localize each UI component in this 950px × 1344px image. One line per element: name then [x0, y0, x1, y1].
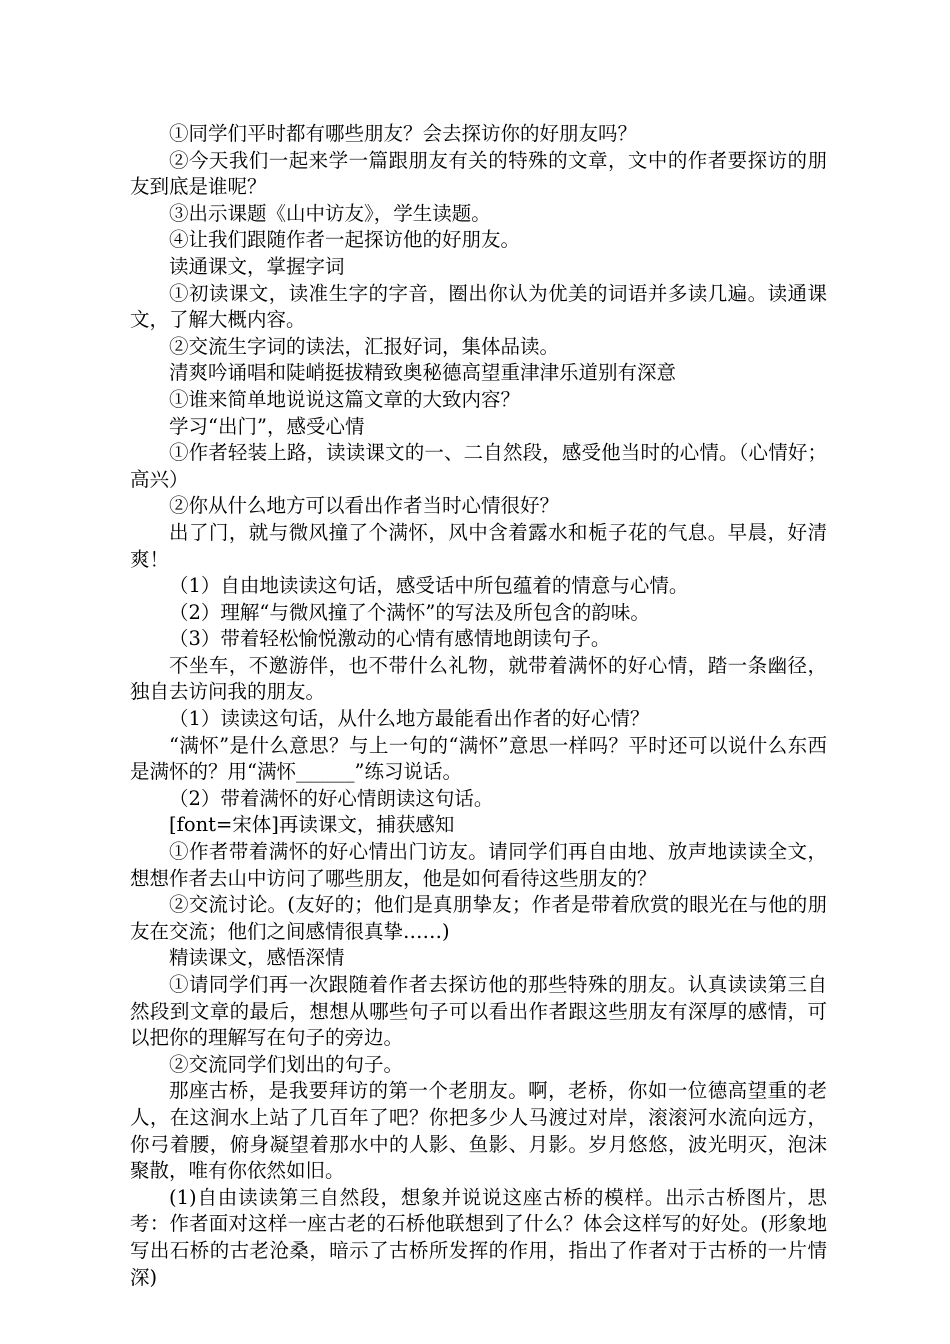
paragraph: （3）带着轻松愉悦激动的心情有感情地朗读句子。 [169, 627, 611, 651]
document-body [130, 121, 827, 1291]
paragraph: ④让我们跟随作者一起探访他的好朋友。 [169, 228, 521, 252]
paragraph: ②今天我们一起来学一篇跟朋友有关的特殊的文章，文中的作者要探访的朋友到底是谁呢？ [130, 148, 827, 199]
paragraph: ②交流讨论。(友好的；他们是真朋挚友；作者是带着欣赏的眼光在与他的朋友在交流；他们之间感情很真挚……) [130, 893, 827, 943]
paragraph: （2）理解“与微风撞了个满怀”的写法及所包含的韵味。 [169, 600, 650, 624]
paragraph: ①初读课文，读准生字的字音，圈出你认为优美的词语并多读几遍。读通课文，了解大概内容。 [130, 281, 827, 332]
paragraph: ①同学们平时都有哪些朋友？会去探访你的好朋友吗？ [169, 122, 638, 145]
section-heading: 读通课文，掌握字词 [169, 254, 345, 278]
paragraph: ③出示课题《山中访友》，学生读题。 [169, 201, 491, 225]
quoted-passage: 出了门，就与微风撞了个满怀，风中含着露水和栀子花的气息。早晨，好清爽！ [130, 520, 827, 571]
quoted-passage: 不坐车，不邀游伴，也不带什么礼物，就带着满怀的好心情，踏一条幽径，独自去访问我的朋友。 [130, 653, 827, 704]
paragraph: ①请同学们再一次跟随着作者去探访他的那些特殊的朋友。认真读读第三自然段到文章的最后，想想从哪些句子可以看出作者跟这些朋友有深厚的感情，可以把你的理解写在句子的旁边。 [130, 973, 827, 1050]
paragraph: ①谁来简单地说说这篇文章的大致内容？ [169, 387, 521, 411]
paragraph: ②你从什么地方可以看出作者当时心情很好？ [169, 494, 560, 518]
paragraph: ①作者轻装上路，读读课文的一、二自然段，感受他当时的心情。（心情好；高兴） [130, 441, 827, 491]
section-heading: 学习“出门”，感受心情 [169, 414, 365, 438]
paragraph: （1）自由地读读这句话，感受话中所包蕴着的情意与心情。 [169, 574, 689, 598]
paragraph: “满怀”是什么意思？与上一句的“满怀”意思一样吗？平时还可以说什么东西是满怀的？用“满怀______”练习说话。 [130, 733, 827, 784]
section-heading: [font=宋体]再读课文，捕获感知 [169, 813, 455, 837]
section-heading: 精读课文，感悟深情 [169, 946, 345, 970]
paragraph: （2）带着满怀的好心情朗读这句话。 [169, 786, 494, 810]
paragraph: ①作者带着满怀的好心情出门访友。请同学们再自由地、放声地读读全文，想想作者去山中访问了哪些朋友，他是如何看待这些朋友的？ [130, 840, 827, 890]
paragraph: （1）读读这句话，从什么地方最能看出作者的好心情？ [169, 707, 650, 731]
quoted-passage: 那座古桥，是我要拜访的第一个老朋友。啊，老桥，你如一位德高望重的老人，在这涧水上站了几百年了吧？你把多少人马渡过对岸，滚滚河水流向远方，你弓着腰，俯身凝望着那水中的人影、鱼影、月影。岁月悠悠，波光明灭，泡沫聚散，唯有你依然如旧。 [130, 1079, 827, 1183]
paragraph: ②交流同学们划出的句子。 [169, 1052, 404, 1076]
vocabulary-list: 清爽吟诵唱和陡峭挺拔精致奥秘德高望重津津乐道别有深意 [169, 361, 677, 385]
paragraph: (1)自由读读第三自然段，想象并说说这座古桥的模样。出示古桥图片，思考：作者面对这样一座古老的石桥他联想到了什么？体会这样写的好处。(形象地写出石桥的古老沧桑，暗示了古桥所发挥的作用，指出了作者对于古桥的一片情深) [130, 1185, 827, 1289]
paragraph: ②交流生字词的读法，汇报好词，集体品读。 [169, 334, 560, 358]
